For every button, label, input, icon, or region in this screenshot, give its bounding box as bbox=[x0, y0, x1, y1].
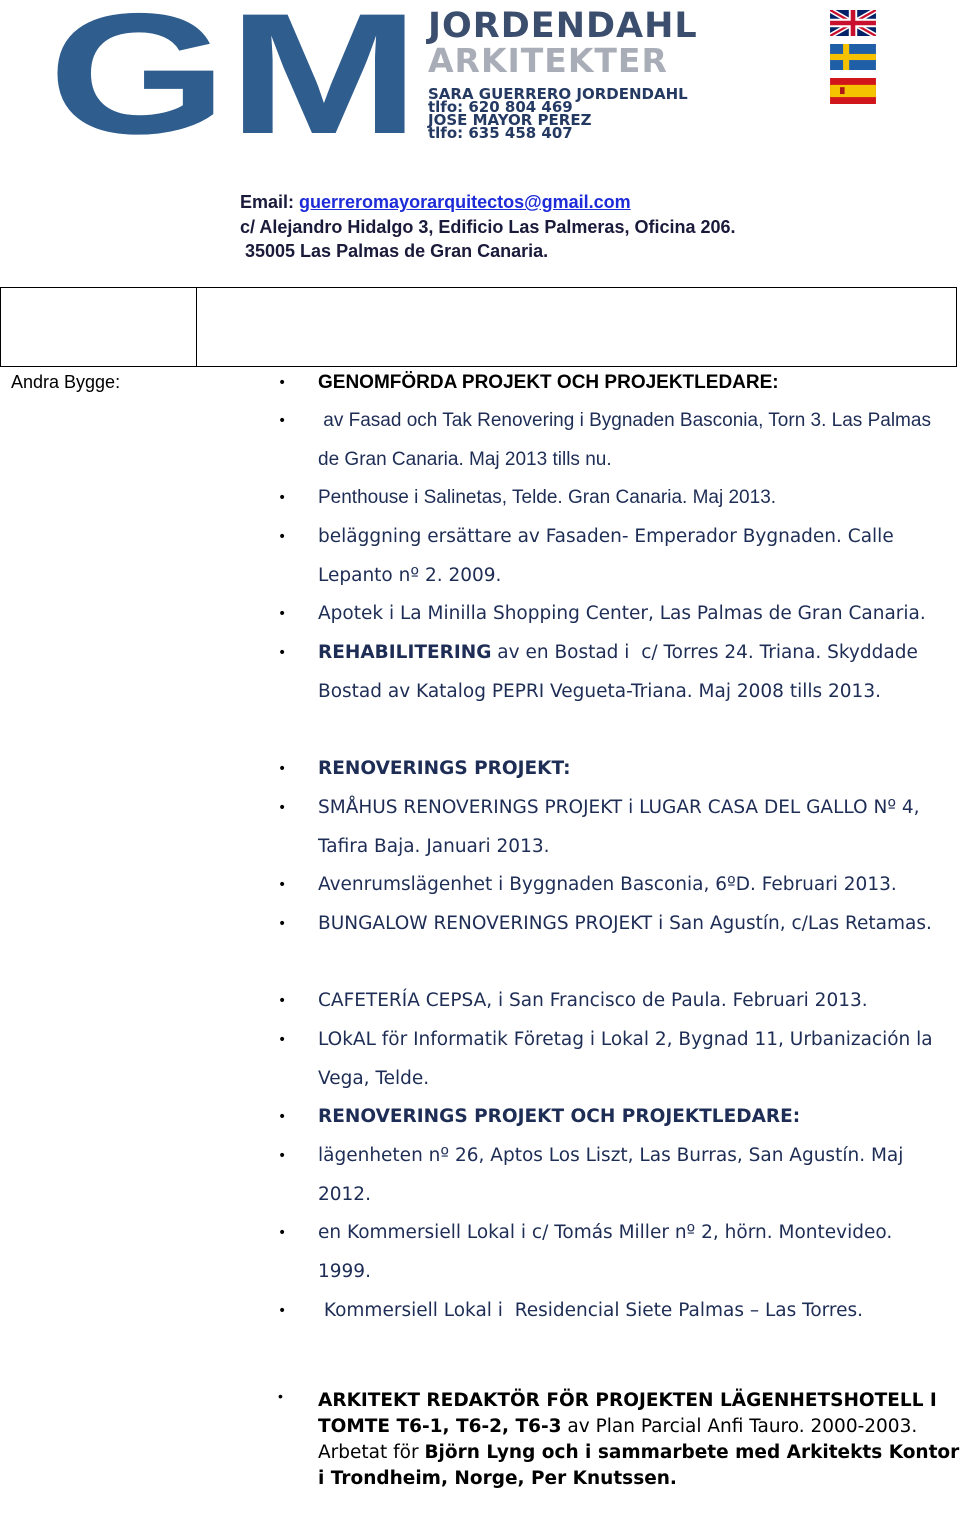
list-item-last: • ARKITEKT REDAKTÖR FÖR PROJEKTEN LÄGENHETSHOTELL I TOMTE T6-1, T6-2, T6-3 av Plan Parcial Anfi Tauro. 2000-2003. Arbetat för Björn Lyng och i sammarbete med Arkitekts Kontor i Trondheim, Norge, Per Knutssen. bbox=[278, 1388, 960, 1489]
list-item: • Apotek i La Minilla Shopping Center, Las Palmas de Gran Canaria. bbox=[278, 603, 926, 624]
address-line-2: 35005 Las Palmas de Gran Canaria. bbox=[240, 241, 549, 261]
list-item: • beläggning ersättare av Fasaden- Emperador Bygnaden. Calle Lepanto nº 2. 2009. bbox=[278, 526, 894, 586]
list-item: • CAFETERÍA CEPSA, i San Francisco de Paula. Februari 2013. bbox=[278, 990, 868, 1011]
table-header-row bbox=[0, 287, 957, 367]
list-item: • en Kommersiell Lokal i c/ Tomás Miller nº 2, hörn. Montevideo. 1999. bbox=[278, 1222, 893, 1282]
logo-letters: GM bbox=[48, 2, 420, 138]
brand-subtitle: ARKITEKTER bbox=[428, 41, 668, 80]
contact-block bbox=[240, 190, 736, 264]
email-link[interactable]: guerreromayorarquitectos@gmail.com bbox=[299, 192, 631, 212]
brand-block bbox=[428, 8, 698, 140]
section-label: Andra Bygge: bbox=[11, 372, 121, 392]
gm-logo bbox=[48, 2, 420, 138]
list-item: • BUNGALOW RENOVERINGS PROJEKT i San Agustín, c/Las Retamas. bbox=[278, 913, 932, 934]
brand-name: JORDENDAHL bbox=[428, 6, 698, 46]
person-2: JOSE MAYOR PEREZ bbox=[428, 111, 592, 129]
sweden-flag-icon[interactable] bbox=[830, 44, 876, 70]
email-label: Email: bbox=[240, 192, 300, 212]
uk-flag-icon[interactable] bbox=[830, 10, 876, 36]
table-divider bbox=[196, 287, 197, 367]
list-item: • Kommersiell Lokal i Residencial Siete Palmas – Las Torres. bbox=[278, 1300, 864, 1321]
last-bold-2: Björn Lyng och i sammarbete med Arkitekts Kontor i Trondheim, Norge, Per Knutssen. bbox=[318, 1442, 960, 1489]
last-text: av Plan Parcial Anfi Tauro. 2000-2003. Arbetat för bbox=[318, 1416, 924, 1463]
list-item: • SMÅHUS RENOVERINGS PROJEKT i LUGAR CASA DEL GALLO Nº 4, Tafira Baja. Januari 2013. bbox=[278, 797, 920, 857]
phone-1: tlfo: 620 804 469 bbox=[428, 98, 573, 116]
address-line-1: c/ Alejandro Hidalgo 3, Edificio Las Palmeras, Oficina 206. bbox=[240, 216, 736, 237]
phone-2: tlfo: 635 458 407 bbox=[428, 124, 573, 142]
list-item: • Avenrumslägenhet i Byggnaden Basconia, 6ºD. Februari 2013. bbox=[278, 874, 897, 895]
list-item: • lägenheten nº 26, Aptos Los Liszt, Las Burras, San Agustín. Maj 2012. bbox=[278, 1145, 904, 1205]
spain-flag-icon[interactable] bbox=[830, 78, 876, 104]
list-item: • RENOVERINGS PROJEKT OCH PROJEKTLEDARE: bbox=[278, 1106, 801, 1127]
list-item: • GENOMFÖRDA PROJEKT OCH PROJEKTLEDARE: bbox=[278, 372, 779, 393]
list-item: • RENOVERINGS PROJEKT: bbox=[278, 758, 571, 779]
list-item: • LOkAL för Informatik Företag i Lokal 2, Bygnad 11, Urbanización la Vega, Telde. bbox=[278, 1029, 933, 1089]
last-bold-1: ARKITEKT REDAKTÖR FÖR PROJEKTEN LÄGENHETSHOTELL I TOMTE T6-1, T6-2, T6-3 bbox=[318, 1390, 937, 1437]
list-item: • Penthouse i Salinetas, Telde. Gran Canaria. Maj 2013. bbox=[278, 487, 777, 508]
list-item: • av Fasad och Tak Renovering i Bygnaden Basconia, Torn 3. Las Palmas de Gran Canaria. Maj 2013 tills nu. bbox=[278, 410, 937, 470]
person-1: SARA GUERRERO JORDENDAHL bbox=[428, 85, 688, 103]
list-item: • REHABILITERING av en Bostad i c/ Torres 24. Triana. Skyddade Bostad av Katalog PEPRI Vegueta-Triana. Maj 2008 tills 2013. bbox=[278, 642, 924, 702]
